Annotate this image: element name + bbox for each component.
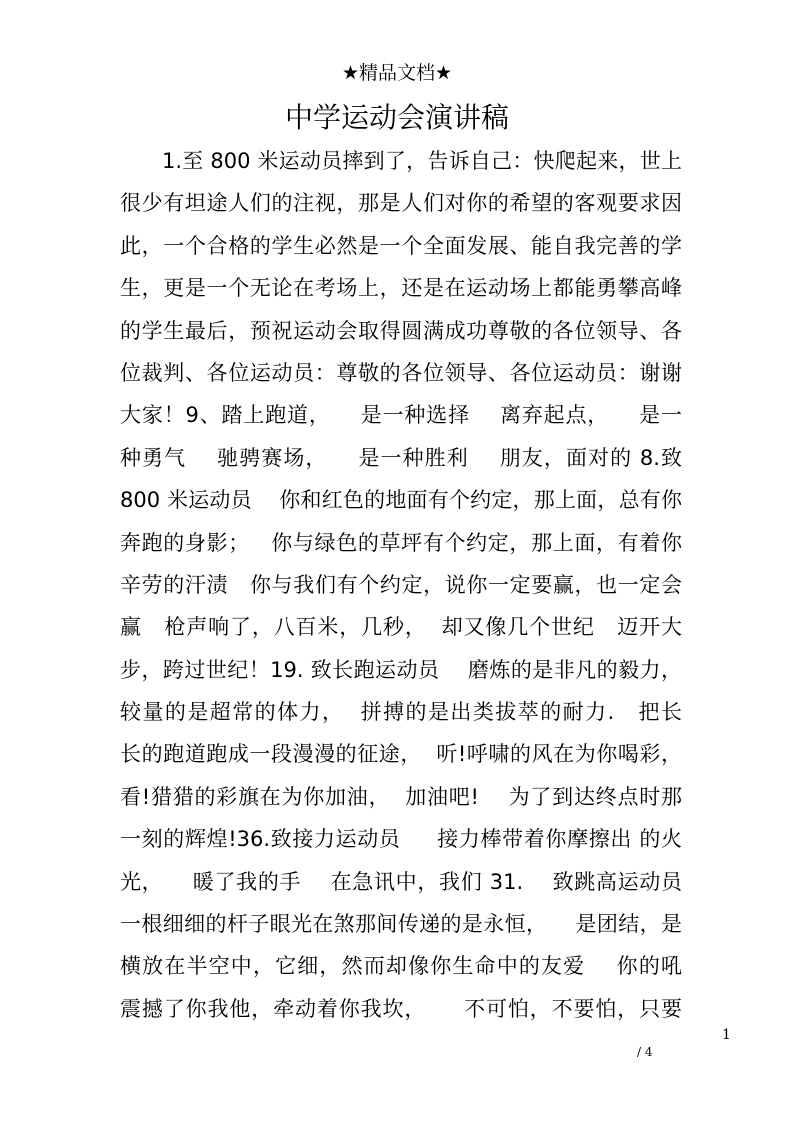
body-line: 种勇气 驰骋赛场， 是一种胜利 朋友，面对的 8.致: [120, 445, 682, 470]
body-line: 光， 暖了我的手 在急讯中，我们 31. 致跳高运动员: [120, 869, 682, 894]
body-line: 生，更是一个无论在考场上，还是在运动场上都能勇攀高峰: [120, 276, 682, 301]
body-line: 一根细细的杆子眼光在煞那间传递的是永恒， 是团结，是: [120, 912, 682, 937]
page-number: 1: [722, 1027, 731, 1043]
page-header: ★精品文档★: [341, 62, 453, 84]
body-line: 看!猎猎的彩旗在为你加油， 加油吧! 为了到达终点时那: [120, 784, 682, 809]
body-line: 较量的是超常的体力， 拼搏的是出类拔萃的耐力. 把长: [120, 700, 682, 725]
body-line: 的学生最后，预祝运动会取得圆满成功尊敬的各位领导、各: [120, 318, 682, 343]
body-line: 一刻的辉煌!36.致接力运动员 接力棒带着你摩擦出 的火: [120, 827, 682, 852]
body-line: 震撼了你我他，牵动着你我坎， 不可怕，不要怕，只要: [120, 996, 682, 1021]
body-line: 赢 枪声响了，八百米，几秒， 却又像几个世纪 迈开大: [120, 615, 682, 640]
document-title: 中学运动会演讲稿: [284, 101, 509, 134]
body-line: 步，跨过世纪！19. 致长跑运动员 磨炼的是非凡的毅力，: [120, 657, 682, 682]
body-text: [120, 140, 682, 1030]
body-line: 1.至 800 米运动员摔到了，告诉自己：快爬起来，世上: [162, 149, 682, 173]
body-line: 800 米运动员 你和红色的地面有个约定，那上面，总有你: [120, 488, 682, 513]
body-line: 很少有坦途人们的注视，那是人们对你的希望的客观要求因: [120, 191, 682, 216]
body-line: 辛劳的汗渍 你与我们有个约定，说你一定要赢，也一定会: [120, 572, 682, 597]
body-line: 横放在半空中，它细，然而却像你生命中的友爱 你的吼: [120, 954, 682, 979]
body-line: 长的跑道跑成一段漫漫的征途， 听!呼啸的风在为你喝彩，: [120, 742, 682, 767]
body-line: 此，一个合格的学生必然是一个全面发展、能自我完善的学: [120, 233, 682, 258]
body-line: 大家！9、踏上跑道， 是一种选择 离弃起点， 是一: [120, 403, 682, 428]
body-line: 奔跑的身影； 你与绿色的草坪有个约定，那上面，有着你: [120, 530, 682, 555]
body-line: 位裁判、各位运动员：尊敬的各位领导、各位运动员：谢谢: [120, 360, 682, 385]
page-total: / 4: [637, 1045, 653, 1059]
